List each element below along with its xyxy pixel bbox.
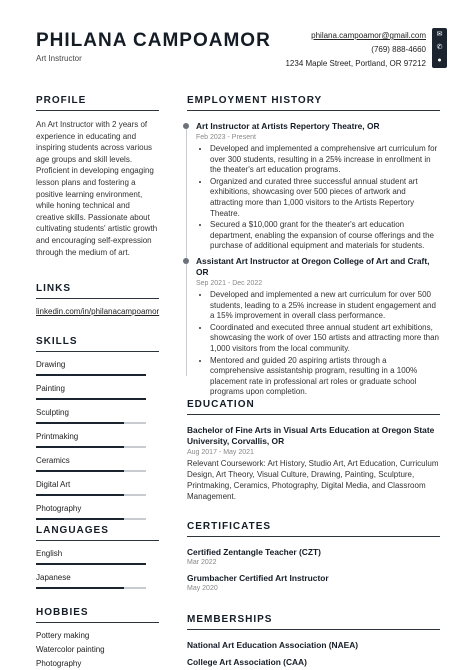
- linkedin-link[interactable]: linkedin.com/in/philanacampoamor: [36, 307, 160, 316]
- job-title: Art Instructor at Artists Repertory Theatre, OR: [196, 121, 380, 131]
- language-label: English: [36, 549, 63, 558]
- skill-level-bar: [36, 398, 146, 400]
- certificate-date: May 2020: [187, 585, 218, 592]
- candidate-name: PHILANA CAMPOAMOR: [36, 30, 271, 51]
- skill-level-bar: [36, 494, 146, 496]
- skill-item: [36, 504, 159, 520]
- languages-heading: LANGUAGES: [36, 525, 159, 541]
- certificates-heading: CERTIFICATES: [187, 521, 440, 537]
- skill-level-bar: [36, 374, 146, 376]
- skill-level-fill: [36, 398, 146, 400]
- links-section: [36, 283, 159, 316]
- certificate-name: Certified Zentangle Teacher (CZT): [187, 547, 321, 557]
- skill-level-bar: [36, 470, 146, 472]
- email-link[interactable]: philana.campoamor@gmail.com: [311, 31, 426, 40]
- hobby-item: Pottery making: [36, 631, 90, 640]
- degree-title: Bachelor of Fine Arts in Visual Arts Education at Oregon State University, Corvallis, OR: [187, 425, 435, 446]
- skill-level-bar: [36, 422, 146, 424]
- profile-heading: PROFILE: [36, 95, 159, 111]
- skill-level-fill: [36, 470, 124, 472]
- memberships-section: [187, 614, 440, 667]
- coursework-text: Relevant Coursework: Art History, Studio Art, Art Education, Curriculum Design, Art Theory, Visual Culture, Drawing, Painting, Sculpture, Printmaking, Ceramics, Photography, Digital Media, and Classroom Management.: [187, 459, 439, 501]
- language-level-bar: [36, 587, 146, 589]
- contact-icon-bar: [432, 28, 447, 68]
- education-heading: EDUCATION: [187, 399, 440, 415]
- job-bullet: • Organized and curated three successful annual student art exhibitions, showcasing over 500 pieces of artwork and attracting more than 1,000 visitors to the Artists Repertory Theatre.: [210, 177, 440, 219]
- skill-item: [36, 480, 159, 496]
- employment-heading: EMPLOYMENT HISTORY: [187, 95, 440, 111]
- skill-level-bar: [36, 518, 146, 520]
- membership-item: College Art Association (CAA): [187, 657, 307, 667]
- skills-section: [36, 336, 159, 520]
- language-level-fill: [36, 587, 124, 589]
- job-bullets: [196, 144, 440, 252]
- language-label: Japanese: [36, 573, 71, 582]
- membership-item: National Art Education Association (NAEA): [187, 640, 359, 650]
- language-item: [36, 573, 159, 589]
- hobbies-section: [36, 607, 159, 670]
- skill-item: [36, 384, 159, 400]
- certificate-entry: [187, 573, 440, 592]
- timeline-dot: [183, 123, 189, 129]
- skill-level-fill: [36, 374, 146, 376]
- employment-section: [187, 95, 440, 399]
- job-bullet: • Developed and implemented a comprehensive art curriculum for over 300 students, resulting in a 25% increase in enrollment in the theater's art education programs.: [210, 144, 440, 176]
- skill-item: [36, 432, 159, 448]
- skill-item: [36, 456, 159, 472]
- job-bullet: • Mentored and guided 20 aspiring artists through a comprehensive assistantship program, resulting in a 100% placement rate in professional art roles or graduate school programs upon completion.: [210, 356, 440, 398]
- skill-label: Digital Art: [36, 480, 71, 489]
- certificate-date: Mar 2022: [187, 559, 217, 566]
- skill-level-fill: [36, 518, 124, 520]
- skill-label: Sculpting: [36, 408, 69, 417]
- skill-level-fill: [36, 446, 124, 448]
- skill-item: [36, 408, 159, 424]
- skill-label: Painting: [36, 384, 65, 393]
- timeline-dot: [183, 258, 189, 264]
- contact-block: [285, 29, 426, 71]
- skills-list: [36, 360, 159, 520]
- skill-label: Photography: [36, 504, 82, 513]
- job-bullet: • Secured a $10,000 grant for the theater's art education department, enabling the expansion of course offerings and the purchase of additional equipment and materials for students.: [210, 220, 440, 252]
- education-date: Aug 2017 - May 2021: [187, 449, 254, 456]
- hobby-item: Watercolor painting: [36, 645, 105, 654]
- certificate-name: Grumbacher Certified Art Instructor: [187, 573, 329, 583]
- skill-level-bar: [36, 446, 146, 448]
- education-section: [187, 399, 440, 502]
- hobbies-list: [36, 629, 159, 670]
- phone-number: (769) 888-4660: [371, 45, 426, 54]
- language-item: [36, 549, 159, 565]
- skill-label: Drawing: [36, 360, 66, 369]
- skill-item: [36, 360, 159, 376]
- skill-label: Printmaking: [36, 432, 79, 441]
- profile-text: An Art Instructor with 2 years of experience in educating and inspiring students across various age groups and skill levels. Proficient in developing engaging lesson plans and fostering a positive learning environment, while honing technical and creative skills. Passionate about cultivating students' artistic growth and encouraging self-expression through the medium of art.: [36, 120, 158, 257]
- language-level-fill: [36, 563, 146, 565]
- location-icon: ●: [437, 56, 442, 64]
- skill-level-fill: [36, 494, 124, 496]
- profile-section: [36, 95, 159, 258]
- links-heading: LINKS: [36, 283, 159, 299]
- job-date: Feb 2023 - Present: [196, 134, 256, 141]
- job-entry: [187, 256, 440, 398]
- job-date: Sep 2021 - Dec 2022: [196, 279, 263, 287]
- skill-label: Ceramics: [36, 456, 70, 465]
- memberships-heading: MEMBERSHIPS: [187, 614, 440, 630]
- email-icon: ✉: [436, 31, 443, 39]
- skill-level-fill: [36, 422, 124, 424]
- languages-section: [36, 525, 159, 589]
- job-title: Assistant Art Instructor at Oregon College of Art and Craft, OR: [196, 255, 430, 277]
- job-bullet: • Coordinated and executed three annual student art exhibitions, showcasing the work of over 150 artists and attracting more than 1,000 visitors from the local community.: [210, 323, 440, 355]
- candidate-role: Art Instructor: [36, 54, 82, 63]
- hobby-item: Photography: [36, 659, 82, 668]
- job-bullets: [196, 290, 440, 398]
- job-entry: [187, 121, 440, 252]
- skills-heading: SKILLS: [36, 336, 159, 352]
- phone-icon: ✆: [436, 43, 443, 51]
- hobbies-heading: HOBBIES: [36, 607, 159, 623]
- job-bullet: • Developed and implemented a new art curriculum for over 500 students, leading to a 25% increase in student engagement and a 15% improvement in overall class performance.: [210, 290, 440, 322]
- certificate-entry: [187, 547, 440, 566]
- language-level-bar: [36, 563, 146, 565]
- languages-list: [36, 549, 159, 589]
- address: 1234 Maple Street, Portland, OR 97212: [285, 59, 426, 68]
- certificates-section: [187, 521, 440, 592]
